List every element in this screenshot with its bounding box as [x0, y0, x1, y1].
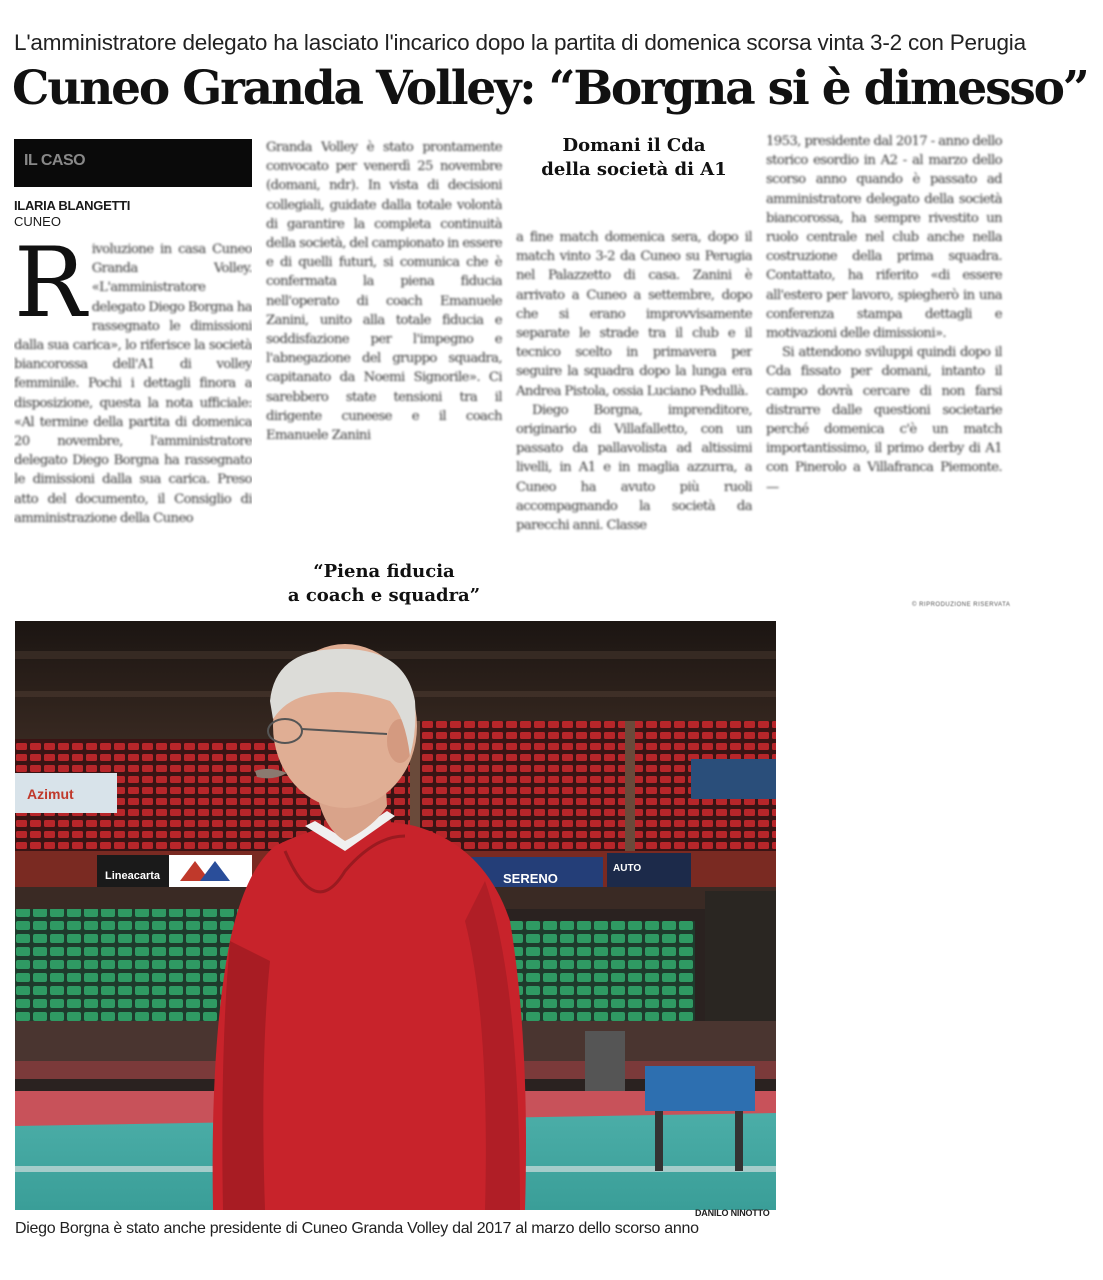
section-tag-label: IL CASO	[24, 152, 86, 169]
pullquote-fiducia	[266, 560, 502, 608]
byline-place: CUNEO	[14, 214, 61, 229]
section-tag	[14, 139, 252, 187]
article-column-4	[766, 132, 1002, 592]
column-3-paragraph: a fine match domenica sera, dopo il match vinto 3-2 da Cuneo su Perugia nel Palazzetto di casa. Zanini è arrivato a Cuneo a settembre, dopo che si erano improvvisamente separate le strade tra il club e il tecnico scelto in primavera per seguire la squadra dopo la lunga era Andrea Pistola, ossia Luciano Pedullà.	[516, 230, 752, 399]
banner-lineacarta: Lineacarta	[105, 870, 161, 882]
column-1-text: ivoluzione in casa Cuneo Granda Volley. «L'amministratore delegato Diego Borgna ha rassegnato le dimissioni dalla sua carica», lo riferisce la società biancorossa dell'A1 di volley femminile. Pochi i dettagli finora a disposizione, questa la nota ufficiale: «Al termine della partita di domenica 20 novembre, l'amministratore delegato Diego Borgna ha rassegnato le dimissioni dalla sua carica. Preso atto del documento, il Consiglio di amministrazione della Cuneo	[14, 242, 252, 526]
dropcap: R	[14, 240, 86, 339]
subhead-line-2: della società di A1	[541, 159, 727, 180]
pullquote-line-2: a coach e squadra”	[287, 585, 481, 606]
photo-credit: DANILO NINOTTO	[695, 1208, 770, 1218]
article-photo	[15, 621, 776, 1210]
subhead-line-1: Domani il Cda	[562, 135, 706, 156]
svg-text:Azimut: Azimut	[27, 786, 74, 802]
banner-sereno: SERENO	[503, 871, 558, 886]
column-4-paragraph: Si attendono sviluppi quindi dopo il Cda fissato per domani, intanto il campo dovrà cercare di non farsi distrarre dalle questioni societarie perché domenica c'è un match importantissimo, il primo derby di A1 con Pinerolo a Villafranca Piemonte. —	[766, 345, 1002, 495]
photo-illustration	[15, 621, 776, 1210]
article-column-2	[266, 138, 502, 520]
byline	[14, 198, 130, 229]
headline: Cuneo Granda Volley: “Borgna si è dimesso”	[12, 61, 1088, 116]
column-3-paragraph: Diego Borgna, imprenditore, originario di Villafalletto, con un passato da pallavolista ad altissimi livelli, in A1 e in maglia azzurra, a Cuneo ha avuto più ruoli accompagnando la società da parecchi anni. Classe	[516, 402, 752, 534]
kicker-subtitle: L'amministratore delegato ha lasciato l'incarico dopo la partita di domenica scorsa vinta 3-2 con Perugia	[14, 30, 1026, 55]
copyright-note: © RIPRODUZIONE RISERVATA	[912, 602, 1011, 608]
byline-author: ILARIA BLANGETTI	[14, 198, 131, 213]
article-column-1	[14, 240, 252, 592]
banner-auto: AUTO	[613, 863, 642, 874]
column-4-paragraph: 1953, presidente dal 2017 - anno dello storico esordio in A2 - al marzo dello scorso anno quando è passato ad amministratore delegato della società biancorossa, ha sempre rivestito un ruolo centrale nel club anche nella costruzione della prima squadra. Contattato, ha riferito «di essere all'estero per lavoro, spiegherò in una conferenza stampa dettagli e motivazioni delle dimissioni».	[766, 134, 1002, 342]
photo-caption: Diego Borgna è stato anche presidente di Cuneo Granda Volley dal 2017 al marzo dello scorso anno	[15, 1220, 699, 1237]
column-2-text: Granda Volley è stato prontamente convocato per venerdì 25 novembre (domani, ndr). In vista di decisioni collegiali, guidate dalla totale volontà di garantire la completa continuità della società, del campionato in essere e di quelli futuri, si comunica che è confermata la piena fiducia nell'operato di coach Emanuele Zanini, unito alla totale fiducia e soddisfazione per l'impegno e l'abnegazione del gruppo squadra, capitanato da Noemi Signorile». Ci sarebbero state tensioni tra il dirigente cuneese e il coach Emanuele Zanini	[266, 140, 502, 444]
subhead-cda	[516, 134, 752, 182]
pullquote-line-1: “Piena fiducia	[313, 561, 455, 582]
article-column-3	[516, 228, 752, 606]
